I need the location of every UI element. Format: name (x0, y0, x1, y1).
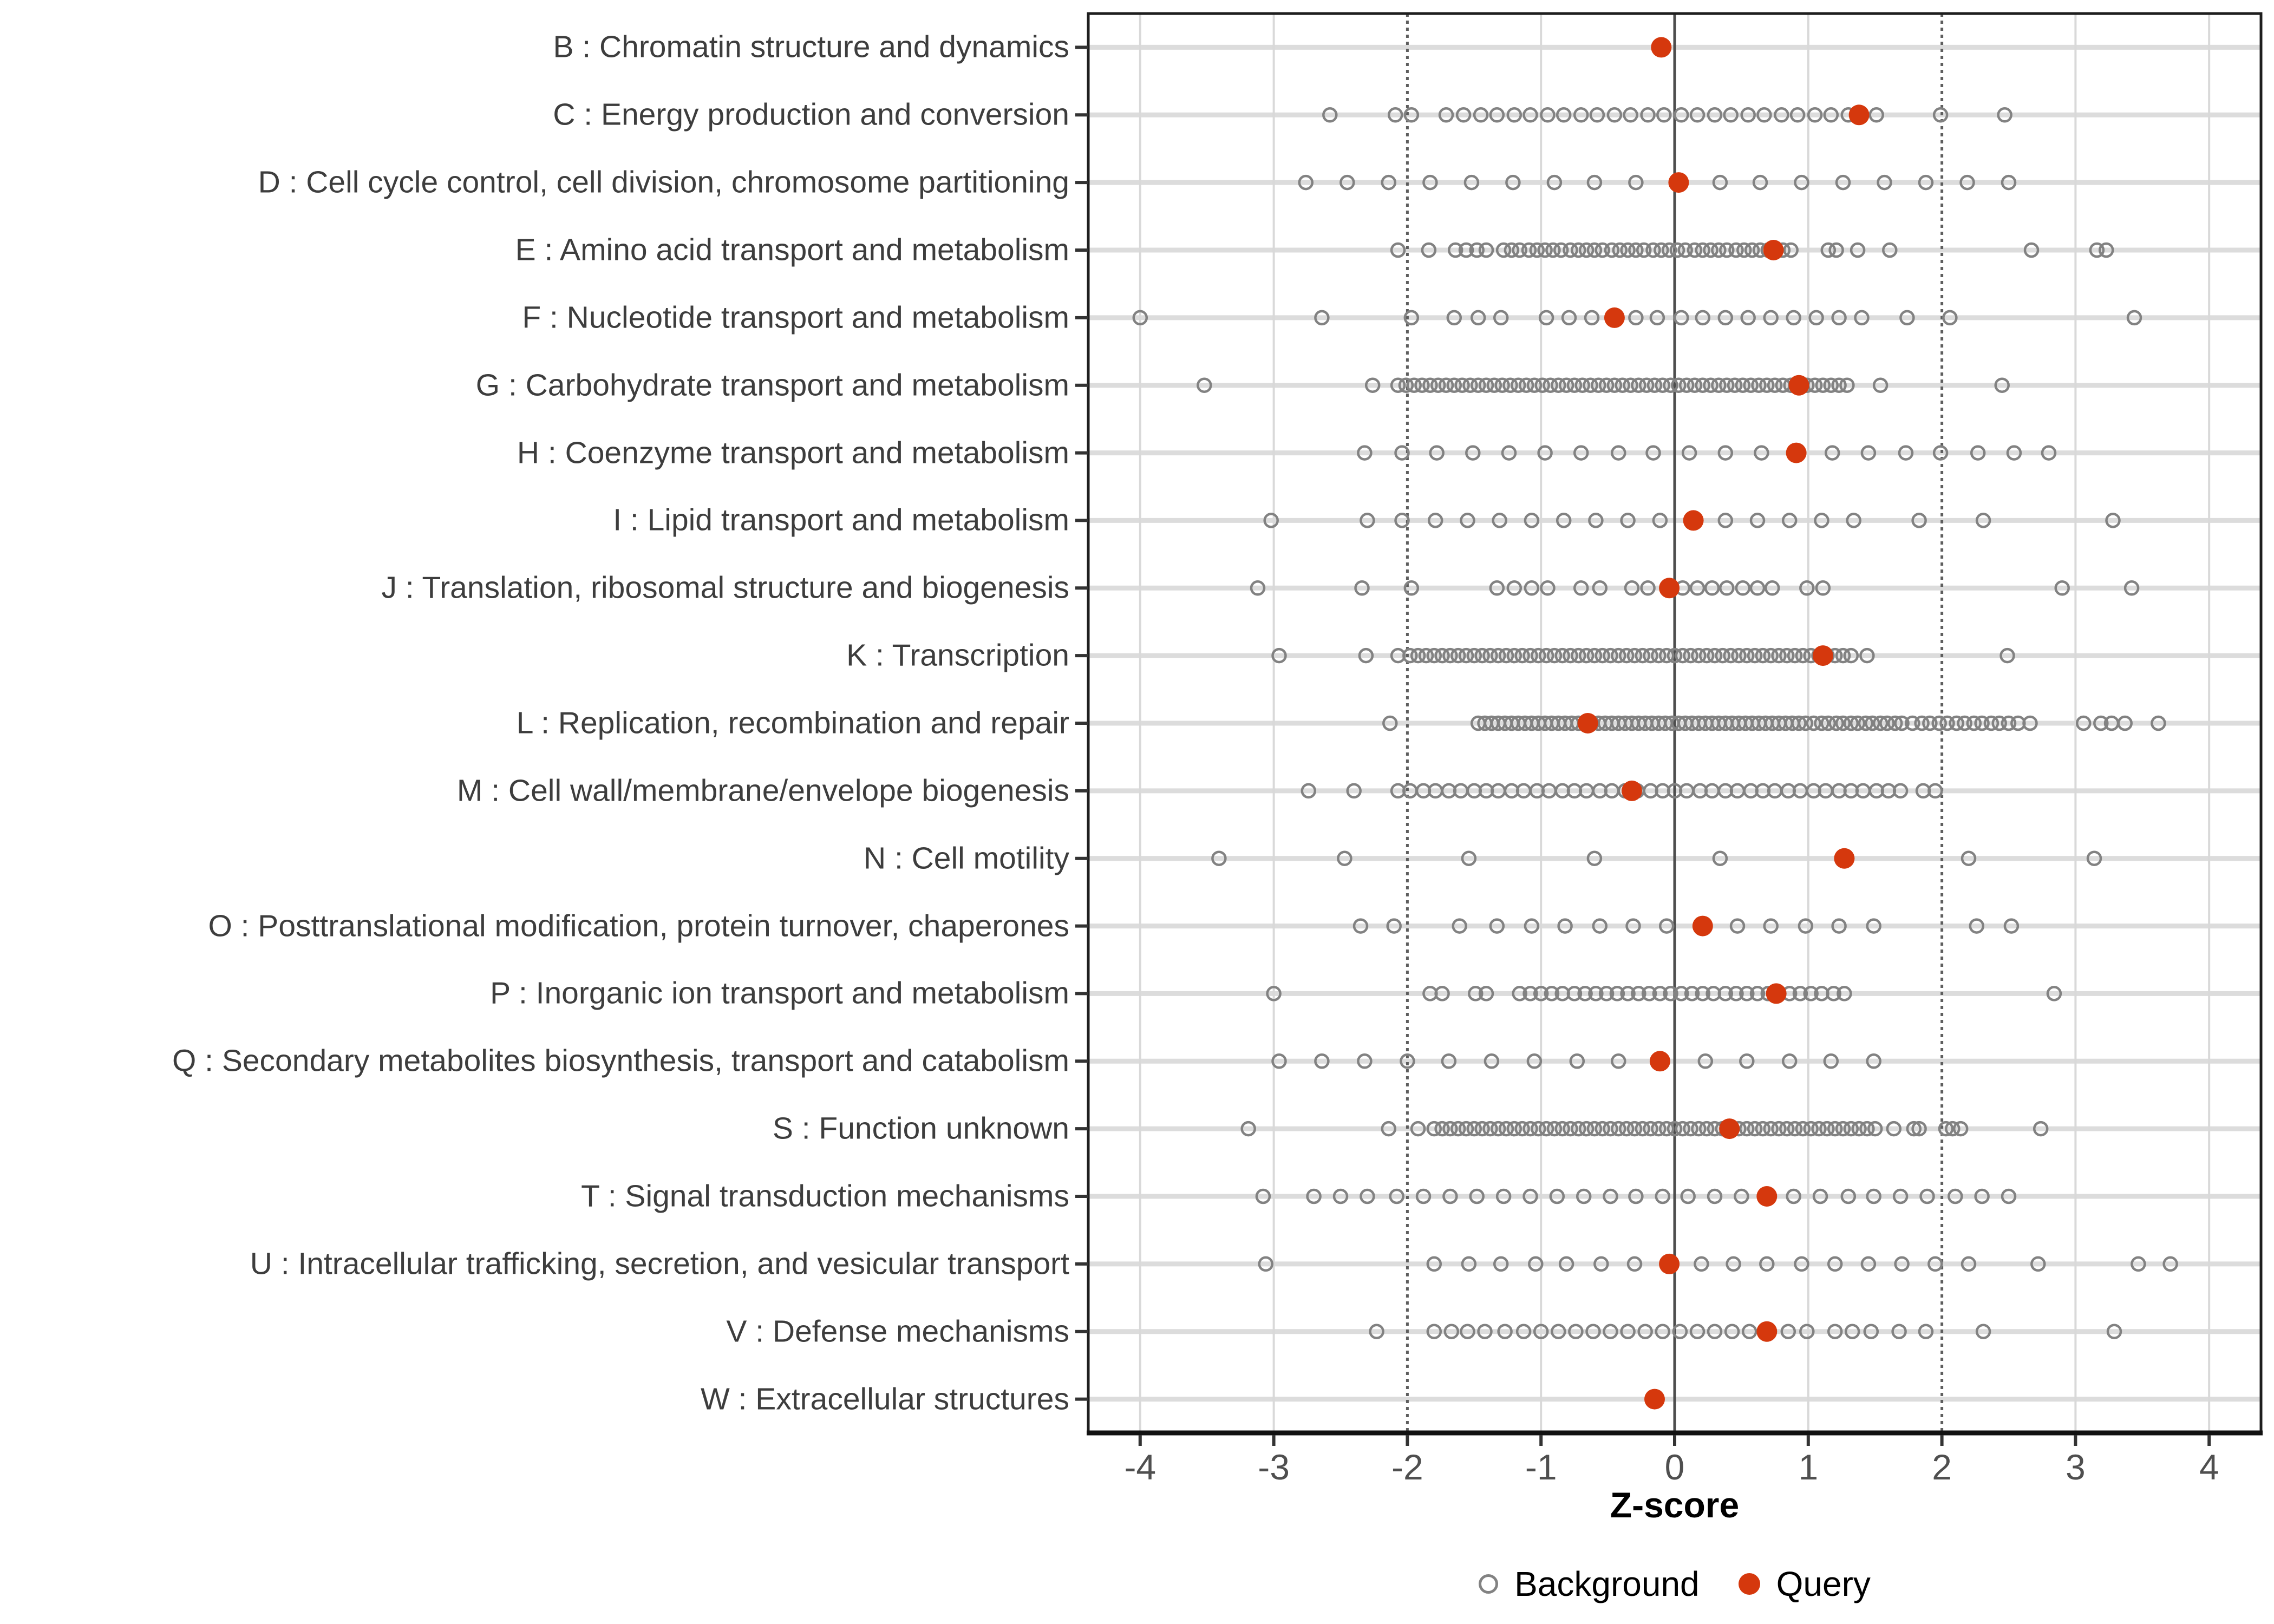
query-point (1693, 916, 1713, 937)
y-axis-label: Q : Secondary metabolites biosynthesis, transport and catabolism (172, 1043, 1069, 1078)
y-axis-label: N : Cell motility (863, 841, 1069, 876)
query-point (1849, 104, 1870, 125)
y-axis-label: E : Amino acid transport and metabolism (515, 232, 1069, 267)
y-axis-label: B : Chromatin structure and dynamics (553, 30, 1069, 65)
x-axis-tick-label: 2 (1932, 1447, 1952, 1487)
y-axis-label: D : Cell cycle control, cell division, chromosome partitioning (258, 165, 1069, 200)
y-axis-label: K : Transcription (846, 638, 1069, 673)
y-axis-label: O : Posttranslational modification, protein turnover, chaperones (208, 908, 1069, 944)
x-axis-tick-label: -4 (1124, 1447, 1156, 1487)
y-axis-label: L : Replication, recombination and repair (516, 705, 1069, 741)
y-axis-label: J : Translation, ribosomal structure and biogenesis (381, 570, 1069, 605)
x-axis-tick-label: -3 (1258, 1447, 1290, 1487)
y-axis-label: W : Extracellular structures (701, 1381, 1069, 1417)
y-axis-label: M : Cell wall/membrane/envelope biogenesis (456, 773, 1069, 808)
x-axis-tick-label: 1 (1798, 1447, 1819, 1487)
x-axis-tick-label: 0 (1664, 1447, 1685, 1487)
y-axis-label: S : Function unknown (772, 1111, 1069, 1146)
query-point (1604, 307, 1625, 328)
y-axis-label: C : Energy production and conversion (553, 97, 1069, 132)
query-point (1834, 848, 1854, 869)
filled-circle-icon (1739, 1573, 1760, 1595)
legend-item-query (1739, 1564, 1871, 1604)
y-axis-label: U : Intracellular trafficking, secretion, and vesicular transport (250, 1246, 1069, 1281)
query-point (1650, 1051, 1670, 1071)
query-point (1766, 983, 1787, 1004)
query-point (1789, 375, 1809, 396)
query-point (1756, 1321, 1777, 1342)
x-axis-title: Z-score (1610, 1485, 1740, 1525)
legend (1088, 1558, 2261, 1610)
query-point (1651, 37, 1671, 57)
x-axis-tick-label: 3 (2066, 1447, 2086, 1487)
y-axis-label: F : Nucleotide transport and metabolism (522, 300, 1069, 335)
y-axis-label: P : Inorganic ion transport and metabolism (490, 976, 1069, 1011)
x-axis-tick-label: -2 (1391, 1447, 1423, 1487)
query-point (1813, 645, 1833, 666)
query-point (1644, 1389, 1665, 1410)
y-axis-label: T : Signal transduction mechanisms (581, 1178, 1069, 1214)
y-axis-label: I : Lipid transport and metabolism (613, 503, 1069, 538)
open-circle-icon (1479, 1574, 1498, 1594)
legend-query-label: Query (1776, 1564, 1871, 1603)
query-point (1659, 1254, 1680, 1274)
y-axis-label: G : Carbohydrate transport and metabolism (475, 368, 1069, 403)
query-point (1719, 1118, 1740, 1139)
y-axis-label: H : Coenzyme transport and metabolism (517, 435, 1069, 470)
query-point (1578, 713, 1598, 734)
query-point (1756, 1186, 1777, 1207)
query-point (1683, 510, 1704, 531)
y-axis-label: V : Defense mechanisms (726, 1314, 1069, 1349)
x-axis-tick-label: 4 (2199, 1447, 2219, 1487)
query-point (1659, 578, 1680, 598)
query-point (1622, 781, 1642, 801)
legend-item-background (1479, 1564, 1700, 1604)
query-point (1786, 443, 1807, 463)
legend-background-label: Background (1514, 1564, 1700, 1603)
query-point (1668, 172, 1689, 193)
x-axis-tick-label: -1 (1525, 1447, 1557, 1487)
query-point (1763, 240, 1784, 260)
